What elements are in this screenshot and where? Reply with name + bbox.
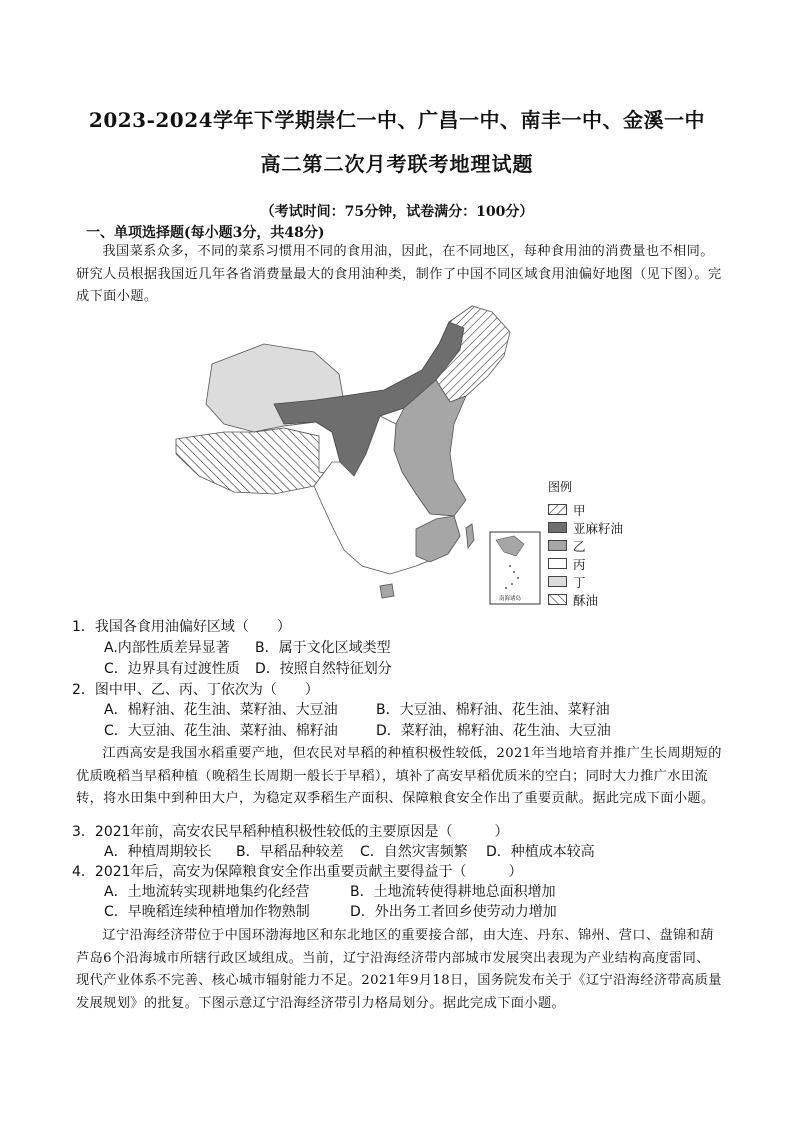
question-4-stem: 4．2021年后，高安为保障粮食安全作出重要贡献主要得益于（ ） bbox=[72, 864, 523, 880]
region-taiwan bbox=[466, 524, 474, 548]
legend-swatch-mid bbox=[548, 540, 567, 551]
question-3-option-b: B．早稻品种较差 bbox=[236, 844, 344, 860]
question-4-option-d: D．外出务工者回乡使劳动力增加 bbox=[350, 904, 557, 920]
legend-swatch-light bbox=[548, 576, 567, 587]
question-2-option-c: C．大豆油、花生油、菜籽油、棉籽油 bbox=[104, 723, 338, 739]
question-1-stem: 1．我国各食用油偏好区域（ ） bbox=[72, 619, 291, 635]
exam-title-line1: 2023-2024学年下学期崇仁一中、广昌一中、南丰一中、金溪一中 bbox=[88, 108, 706, 132]
legend-swatch-dark bbox=[548, 522, 567, 533]
question-2-option-b: B．大豆油、棉籽油、花生油、菜籽油 bbox=[376, 702, 610, 718]
question-4-option-a: A．土地流转实现耕地集约化经营 bbox=[104, 884, 310, 900]
question-2-option-a: A．棉籽油、花生油、菜籽油、大豆油 bbox=[104, 702, 338, 718]
passage-1: 我国菜系众多，不同的菜系习惯用不同的食用油，因此，在不同地区，每种食用油的消费量也不相同。研究人员根据我国近几年各省消费量最大的食用油种类，制作了中国不同区域食用油偏好地图（见下图）。完成下面小题。 bbox=[76, 244, 722, 304]
region-tibet bbox=[176, 428, 332, 494]
legend-swatch-hatch bbox=[548, 504, 567, 515]
exam-info: （考试时间：75分钟，试卷满分：100分） bbox=[260, 204, 534, 220]
legend-label: 乙 bbox=[573, 539, 586, 554]
passage-2: 江西高安是我国水稻重要产地，但农民对早稻的种植积极性较低，2021年当地培育并推广生长周期短的优质晚稻当早稻种植（晚稻生长周期一般长于早稻），填补了高安早稻优质米的空白；同时大力推广水田流转，将水田集中到种田大户，为稳定双季稻生产面积、保障粮食安全作出了重要贡献。据此完成下面小题。 bbox=[76, 746, 722, 806]
question-2-stem: 2．图中甲、乙、丙、丁依次为（ ） bbox=[72, 682, 319, 698]
question-1-option-a: A.内部性质差异显著 bbox=[104, 640, 230, 656]
section-heading: 一、单项选择题(每小题3分，共48分) bbox=[86, 225, 325, 241]
legend-label: 亚麻籽油 bbox=[573, 521, 624, 536]
question-2-option-d: D．菜籽油，棉籽油、花生油、大豆油 bbox=[376, 723, 611, 739]
question-4-option-b: B．土地流转使得耕地总面积增加 bbox=[350, 884, 556, 900]
inset-label: 南海诸岛 bbox=[499, 596, 522, 602]
question-3-option-a: A．种植周期较长 bbox=[104, 844, 212, 860]
passage-3: 辽宁沿海经济带位于中国环渤海地区和东北地区的重要接合部，由大连、丹东、锦州、营口、盘锦和葫芦岛6个沿海城市所辖行政区域组成。当前，辽宁沿海经济带内部城市发展突出表现为产业结构高度雷同、现代产业体系不完善、核心城市辐射能力不足。2021年9月18日，国务院发布关于《辽宁沿海经济带高质量发展规划》的批复。下图示意辽宁沿海经济带引力格局划分。据此完成下面小题。 bbox=[76, 928, 722, 1011]
question-1-option-c: C．边界具有过渡性质 bbox=[104, 661, 240, 677]
legend-swatch-white bbox=[548, 558, 567, 569]
question-4-option-c: C．早晚稻连续种植增加作物熟制 bbox=[104, 904, 310, 920]
legend-label: 甲 bbox=[573, 503, 586, 518]
question-1-option-b: B．属于文化区域类型 bbox=[255, 640, 391, 656]
legend-label: 酥油 bbox=[573, 593, 599, 608]
legend-swatch-crosshatch bbox=[548, 594, 567, 605]
question-1-option-d: D．按照自然特征划分 bbox=[255, 661, 392, 677]
question-3-option-c: C．自然灾害频繁 bbox=[360, 844, 468, 860]
question-3-option-d: D．种植成本较高 bbox=[486, 844, 595, 860]
exam-title-line2: 高二第二次月考联考地理试题 bbox=[260, 152, 534, 176]
legend-label: 丁 bbox=[573, 575, 586, 590]
legend-title: 图例 bbox=[548, 480, 573, 494]
question-3-stem: 3．2021年前，高安农民早稻种植积极性较低的主要原因是（ ） bbox=[72, 824, 509, 840]
legend-label: 丙 bbox=[573, 557, 586, 572]
region-hainan bbox=[380, 584, 394, 598]
